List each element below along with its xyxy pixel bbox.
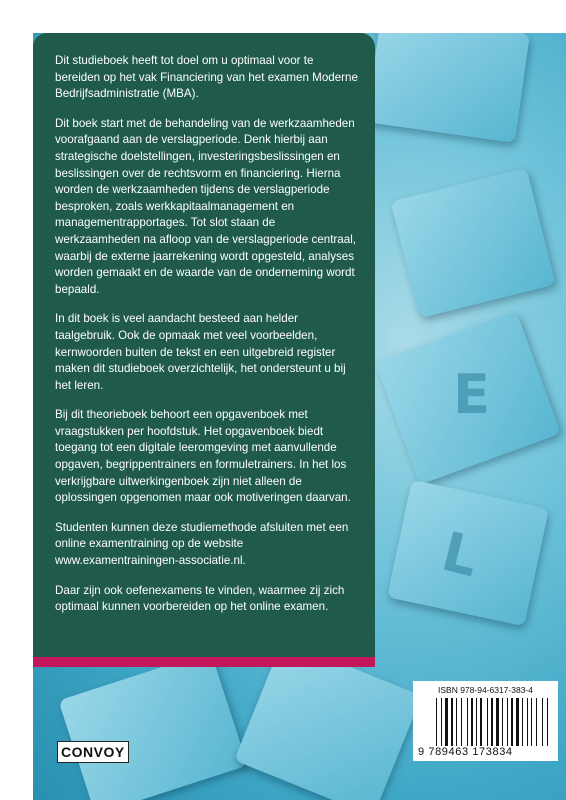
barcode-bar — [467, 698, 468, 746]
barcode-bar — [454, 698, 455, 746]
barcode-bar — [542, 698, 543, 746]
description-panel — [33, 33, 375, 657]
barcode-bar — [491, 698, 493, 746]
barcode-bar — [487, 698, 488, 746]
barcode-bar — [436, 698, 437, 746]
barcode-bar — [511, 698, 513, 746]
barcode-bar — [458, 698, 460, 746]
description-paragraph-2: Dit boek start met de behandeling van de werkzaamheden voorafgaand aan de verslagperiode. Denk hierbij aan strategische doelstellingen, investeringsbeslissingen en beslissingen over de rechtsvorm en financiering. Hierna worden de werkzaamheden tijdens de verslagperiode besproken, zoals werkkapitaalmanagement en managementrapportages. Tot slot staan de werkzaamheden na afloop van de verslagperiode centraal, waarbij de externe jaarrekening wordt opgesteld, analyses worden gemaakt en de waarde van de onderneming wordt bepaald. — [55, 116, 356, 296]
barcode-bar — [500, 698, 501, 746]
barcode-bar — [520, 698, 521, 746]
decorative-tile-letter: L — [435, 519, 485, 590]
barcode-bar — [469, 698, 470, 746]
barcode-bar — [504, 698, 506, 746]
barcode-bar — [456, 698, 457, 746]
publisher-logo: CONVOY — [57, 741, 129, 763]
barcode-bar — [549, 698, 550, 746]
barcode-bar — [531, 698, 532, 746]
barcode-bar — [516, 698, 519, 746]
decorative-tile — [366, 33, 530, 143]
description-paragraph-6: Daar zijn ook oefenexamens te vinden, waarmee zij zich optimaal kunnen voorbereiden op het online examen. — [55, 583, 345, 614]
barcode-bar — [449, 698, 450, 746]
barcode-bar — [474, 698, 475, 746]
barcode-bar — [451, 698, 453, 746]
barcode-bar — [496, 698, 499, 746]
barcode-bar — [478, 698, 479, 746]
decorative-tile — [391, 168, 556, 318]
barcode-bar — [494, 698, 495, 746]
barcode-bar — [509, 698, 510, 746]
decorative-tile-letter: E — [453, 363, 490, 426]
accent-bar — [33, 657, 375, 667]
barcode-bar — [527, 698, 528, 746]
isbn-label: ISBN 978-94-6317-383-4 — [438, 685, 533, 695]
barcode-bar — [544, 698, 546, 746]
isbn-barcode — [413, 681, 558, 761]
barcode-bar — [471, 698, 473, 746]
barcode-bar — [514, 698, 515, 746]
barcode-bars — [426, 698, 551, 746]
barcode-bar — [461, 698, 462, 746]
barcode-bar — [507, 698, 508, 746]
barcode-bar — [529, 698, 530, 746]
barcode-bar — [538, 698, 541, 746]
barcode-bar — [476, 698, 477, 746]
barcode-bar — [443, 698, 444, 746]
barcode-bar — [502, 698, 503, 746]
barcode-bar — [524, 698, 526, 746]
barcode-bar — [445, 698, 448, 746]
barcode-bar — [463, 698, 466, 746]
description-paragraph-4: Bij dit theorieboek behoort een opgavenboek met vraagstukken per hoofdstuk. Het opgavenboek biedt toegang tot een digitale leeromgeving met aanvullende opgaven, begrippentrainers en formuletrainers. In het los verkrijgbare uitwerkingenboek zijn niet alleen de oplossingen opgenomen maar ook motiveringen daarvan. — [55, 408, 351, 505]
barcode-bar — [480, 698, 482, 746]
description-paragraph-3: In dit boek is veel aandacht besteed aan helder taalgebruik. Ook de opmaak met veel voorbeelden, kernwoorden buiten de tekst en een uitgebreid register maken dit studieboek overzichtelijk, het ondersteunt u bij het leren. — [55, 312, 346, 392]
description-paragraph-1: Dit studieboek heeft tot doel om u optimaal voor te bereiden op het vak Financiering van het examen Moderne Bedrijfsadministratie (MBA). — [55, 54, 358, 101]
barcode-bar — [533, 698, 535, 746]
description-paragraph-5: Studenten kunnen deze studiemethode afsluiten met een online examentraining op de website www.examentrainingen-associatie.nl. — [55, 520, 349, 568]
barcode-bar — [536, 698, 537, 746]
barcode-bar — [489, 698, 490, 746]
barcode-bar — [438, 698, 440, 746]
barcode-digits: 9 789463 173834 — [418, 746, 513, 758]
barcode-bar — [483, 698, 486, 746]
decorative-tile — [58, 651, 247, 800]
barcode-lead-digit — [418, 733, 426, 746]
barcode-bar — [547, 698, 548, 746]
barcode-bar — [441, 698, 442, 746]
barcode-bar — [522, 698, 523, 746]
